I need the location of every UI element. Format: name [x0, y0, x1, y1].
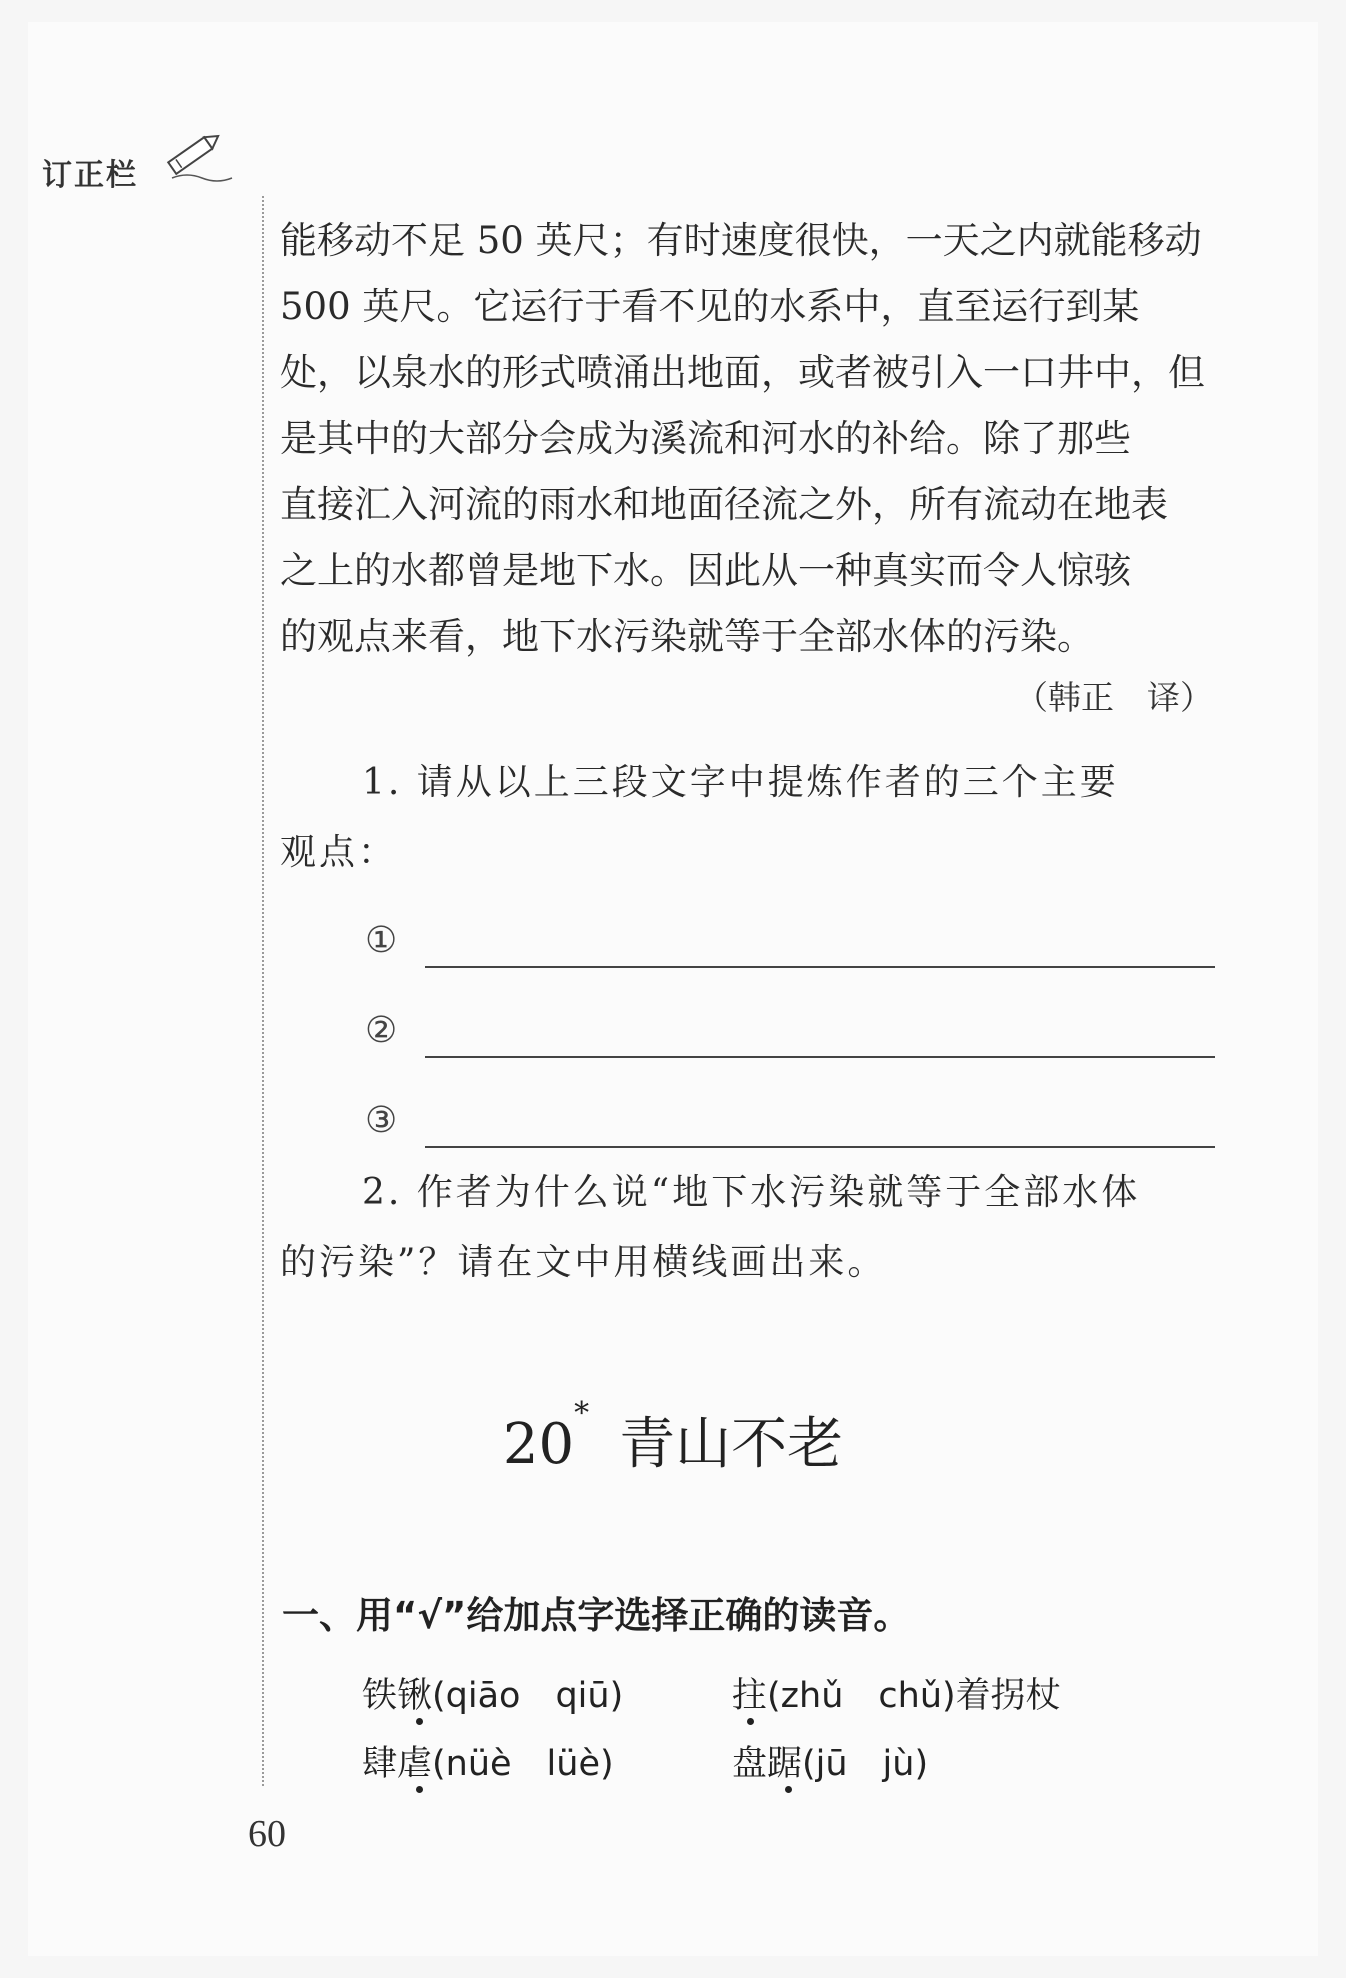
correction-column-label: 订正栏 — [42, 158, 138, 193]
emphasis-dot — [416, 1718, 423, 1725]
margin-dotted-line — [262, 196, 264, 1786]
pinyin-item[interactable]: 肆虐(nüè lüè) — [362, 1744, 614, 1784]
emphasis-dot — [785, 1786, 792, 1793]
section-1-heading: 一、用“√”给加点字选择正确的读音。 — [282, 1594, 911, 1637]
answer-marker: ② — [365, 1010, 398, 1051]
answer-row-2[interactable] — [365, 1008, 1215, 1058]
passage-line: 直接汇入河流的雨水和地面径流之外，所有流动在地表 — [280, 483, 1168, 526]
answer-blank-line[interactable] — [425, 1146, 1215, 1148]
passage-line: 之上的水都曾是地下水。因此从一种真实而令人惊骇 — [280, 549, 1131, 592]
pinyin-item[interactable]: 拄(zhǔ chǔ)着拐杖 — [732, 1676, 1061, 1716]
question-1 — [280, 748, 1215, 888]
lesson-mark: * — [574, 1396, 590, 1431]
lesson-title — [0, 1396, 1346, 1480]
pinyin-item[interactable]: 盘踞(jū jù) — [732, 1744, 929, 1784]
lesson-name: 青山不老 — [619, 1412, 844, 1477]
passage-line: 的观点来看，地下水污染就等于全部水体的污染。 — [280, 615, 1094, 658]
answer-marker: ① — [365, 920, 398, 961]
lesson-number: 20* — [502, 1396, 590, 1477]
page-number: 60 — [248, 1813, 286, 1855]
pencil-icon — [162, 128, 242, 188]
answer-blank-line[interactable] — [425, 1056, 1215, 1058]
answer-blank-line[interactable] — [425, 966, 1215, 968]
passage-line: 500 英尺。它运行于看不见的水系中，直至运行到某 — [280, 285, 1140, 328]
question-2-line-1: 2. 作者为什么说“地下水污染就等于全部水体 — [362, 1172, 1141, 1213]
passage-text — [280, 208, 1215, 670]
answer-row-3[interactable] — [365, 1098, 1215, 1148]
passage-line: 能移动不足 50 英尺；有时速度很快，一天之内就能移动 — [280, 219, 1202, 262]
question-1-line-2: 观点： — [280, 832, 398, 873]
pinyin-item[interactable]: 铁锹(qiāo qiū) — [362, 1676, 624, 1716]
question-2 — [280, 1158, 1215, 1298]
question-1-line-1: 1. 请从以上三段文字中提炼作者的三个主要 — [362, 762, 1119, 803]
answer-marker: ③ — [365, 1100, 398, 1141]
answer-row-1[interactable] — [365, 918, 1215, 968]
emphasis-dot — [416, 1786, 423, 1793]
passage-line: 是其中的大部分会成为溪流和河水的补给。除了那些 — [280, 417, 1131, 460]
translator-credit: （韩正 译） — [1015, 678, 1213, 717]
question-2-line-2: 的污染”？请在文中用横线画出来。 — [280, 1242, 887, 1283]
passage-line: 处，以泉水的形式喷涌出地面，或者被引入一口井中，但 — [280, 351, 1205, 394]
emphasis-dot — [747, 1718, 754, 1725]
